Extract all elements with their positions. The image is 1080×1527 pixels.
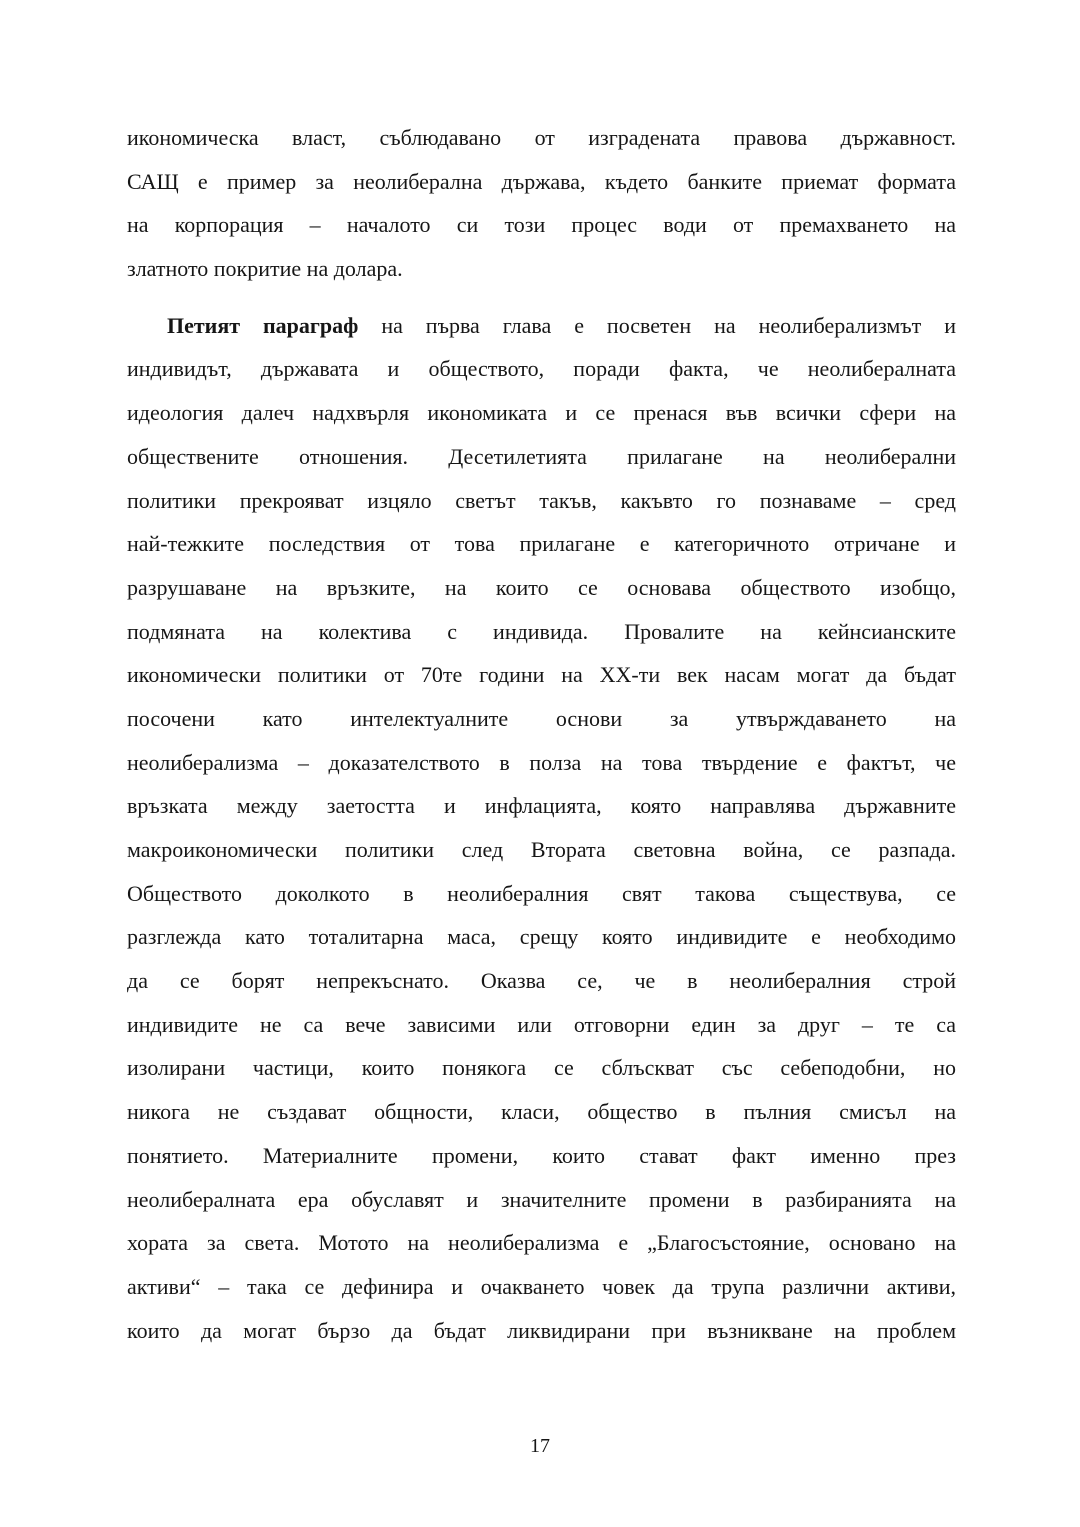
text-line: разрушаване на връзките, на които се основава обществото изобщо, bbox=[127, 574, 956, 600]
text-line: идеология далеч надхвърля икономиката и се пренася във всички сфери на bbox=[127, 400, 956, 426]
text-line: най-тежките последствия от това прилагане е категоричното отричане и bbox=[127, 531, 956, 557]
paragraph bbox=[127, 304, 956, 1353]
text-line: индивидът, държавата и обществото, поради факта, че неолибералната bbox=[127, 356, 956, 382]
paragraph bbox=[127, 116, 956, 291]
text-block bbox=[127, 116, 956, 1352]
text-line: неолибералната ера обуславят и значителните промени в разбиранията на bbox=[127, 1186, 956, 1212]
text-line: подмяната на колектива с индивида. Провалите на кейнсианските bbox=[127, 618, 956, 644]
text-line: Обществото доколкото в неолибералния свят такова съществува, се bbox=[127, 880, 956, 906]
text-line: политики прекрояват изцяло светът такъв, какъвто го познаваме – сред bbox=[127, 487, 956, 513]
text-line: които да могат бързо да бъдат ликвидирани при възникване на проблем bbox=[127, 1317, 956, 1343]
text-line: връзката между заетостта и инфлацията, която направлява държавните bbox=[127, 793, 956, 819]
text-line: на корпорация – началото си този процес води от премахването на bbox=[127, 212, 956, 238]
text-line: икономическа власт, съблюдавано от изградената правова държавност. bbox=[127, 125, 956, 150]
text-line: обществените отношения. Десетилетията прилагане на неолиберални bbox=[127, 443, 956, 469]
text-line: индивидите не са вече зависими или отговорни един за друг – те са bbox=[127, 1011, 956, 1037]
text-run: на първа глава е посветен на неолиберализмът и bbox=[358, 312, 956, 338]
text-line: понятието. Материалните промени, които стават факт именно през bbox=[127, 1142, 956, 1168]
paragraph-lead-bold: Петият параграф bbox=[167, 312, 359, 338]
text-line: хората за света. Мотото на неолиберализма е „Благосъстояние, основано на bbox=[127, 1230, 956, 1256]
text-line: САЩ е пример за неолиберална държава, където банките приемат формата bbox=[127, 168, 956, 194]
text-line: активи“ – така се дефинира и очакването човек да трупа различни активи, bbox=[127, 1273, 956, 1299]
text-line: никога не създават общности, класи, общество в пълния смисъл на bbox=[127, 1099, 956, 1125]
page-number: 17 bbox=[530, 1435, 550, 1457]
text-line: изолирани частици, които понякога се сблъскват със себеподобни, но bbox=[127, 1055, 956, 1081]
text-line: разглежда като тоталитарна маса, срещу която индивидите е необходимо bbox=[127, 924, 956, 950]
text-line: златното покритие на долара. bbox=[127, 256, 403, 282]
text-line: посочени като интелектуалните основи за утвърждаването на bbox=[127, 705, 956, 731]
text-line: макроикономически политики след Втората световна война, се разпада. bbox=[127, 837, 956, 862]
text-line: неолиберализма – доказателството в полза на това твърдение е фактът, че bbox=[127, 749, 956, 775]
text-line: да се борят непрекъснато. Оказва се, че в неолибералния строй bbox=[127, 968, 956, 994]
text-line bbox=[127, 304, 956, 348]
text-line: икономически политики от 70те години на ХХ-ти век насам могат да бъдат bbox=[127, 662, 956, 688]
